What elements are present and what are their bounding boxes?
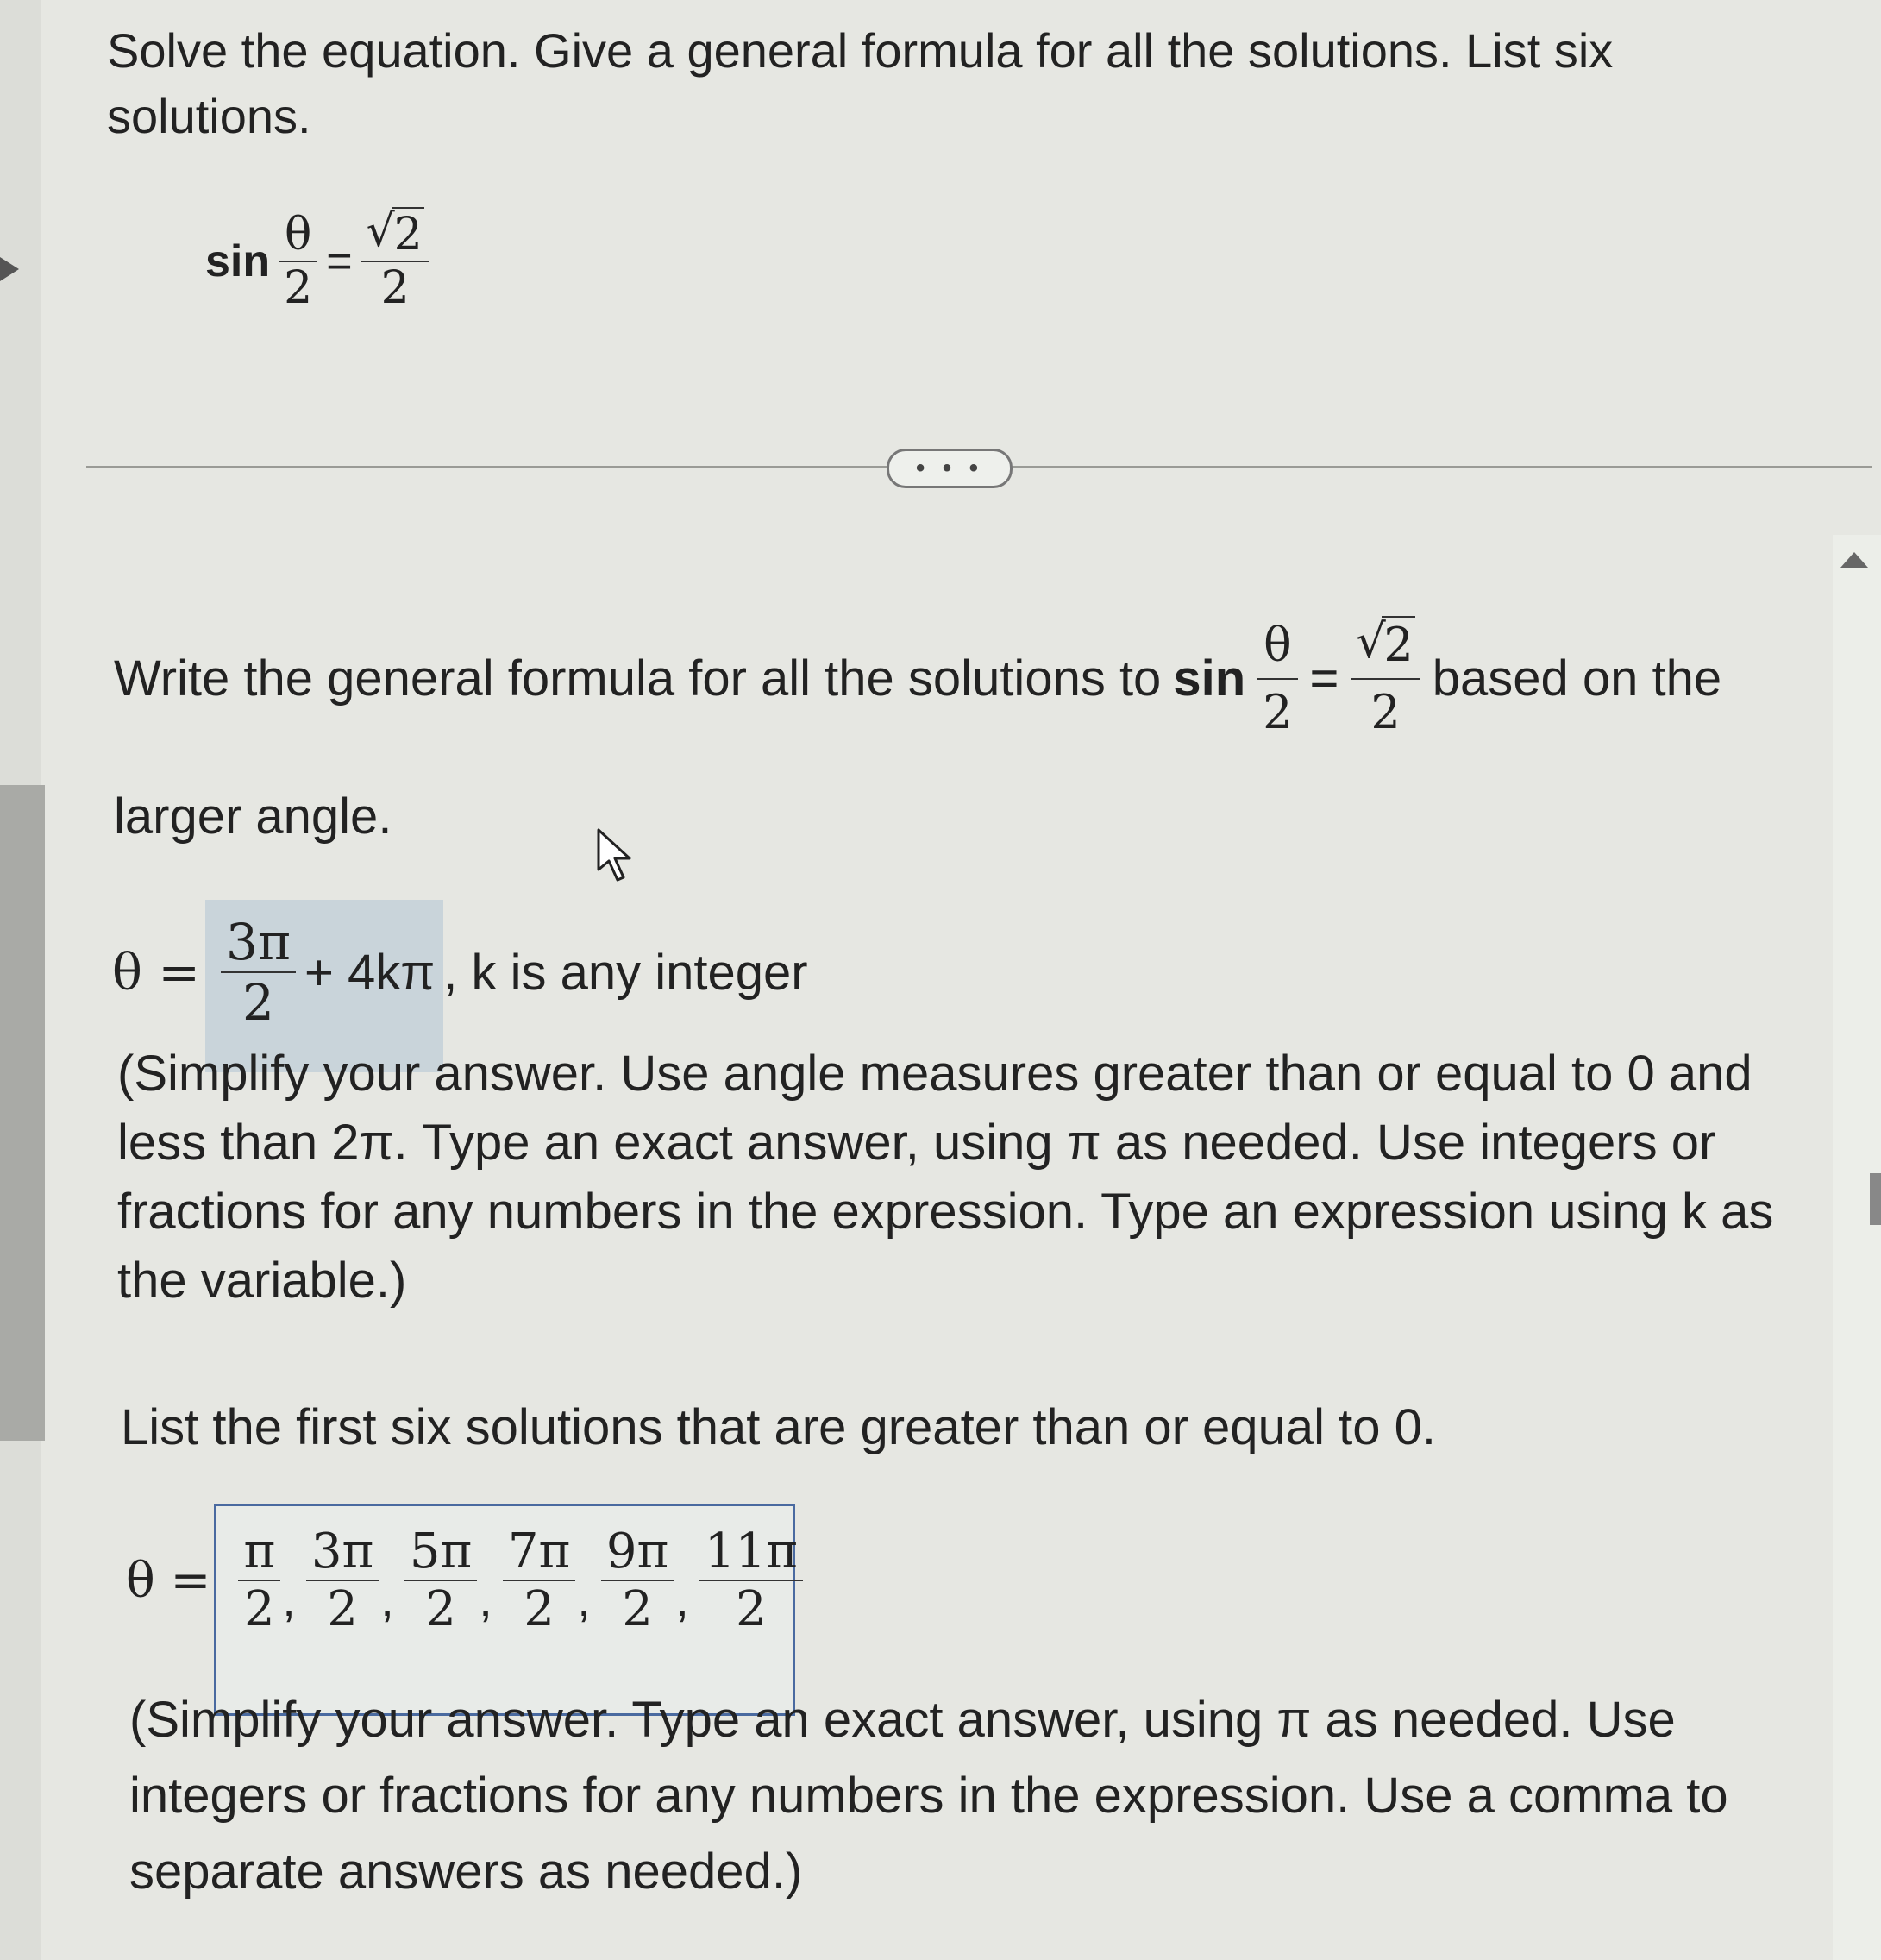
solution-3: $\frac{5\pi}{2}$ xyxy=(404,1523,477,1637)
k-integer-note: , k is any integer xyxy=(443,944,808,1001)
solution-5: $\frac{9\pi}{2}$ xyxy=(601,1523,674,1637)
theta-over-2: $\frac{\theta}{2}$ xyxy=(279,209,317,314)
question-prompt-line2: solutions. xyxy=(107,89,311,143)
part1-answer: θ = $\frac{3\pi}{2}$ + 4kπ , k is any integer xyxy=(112,913,808,1032)
plus-4k-pi: + 4kπ xyxy=(304,944,436,1001)
part1-instructions: (Simplify your answer. Use angle measures greater than or equal to 0 and less than 2π. Type an exact answer, using π as needed. Use integers or fractions for any numbers in the expression. Type an expression using k as the variable.) xyxy=(117,1046,1774,1309)
mouse-cursor-icon xyxy=(595,826,638,888)
part1-prompt-line2: larger angle. xyxy=(114,788,392,845)
solution-4: $\frac{7\pi}{2}$ xyxy=(503,1523,575,1637)
solution-6: $\frac{11\pi}{2}$ xyxy=(699,1523,803,1637)
question-equation xyxy=(205,205,429,314)
part1-prompt: Write the general formula for all the solutions to sin $\frac{\theta}{2}$ = √ 2 2 based on the xyxy=(114,612,1721,744)
scrollbar-thumb[interactable] xyxy=(1870,1173,1881,1225)
scrollbar[interactable] xyxy=(1833,535,1881,1960)
collapse-arrow-icon[interactable] xyxy=(0,257,19,281)
part2-prompt: List the first six solutions that are greater than or equal to 0. xyxy=(121,1399,1436,1455)
solution-1: $\frac{\pi}{2}$ xyxy=(238,1523,280,1637)
equals-sign: = xyxy=(326,236,353,286)
solution-2: $\frac{3\pi}{2}$ xyxy=(306,1523,379,1637)
question-prompt-line1: Solve the equation. Give a general formula for all the solutions. List six xyxy=(107,23,1614,78)
sqrt2-over-2: √ 2 2 xyxy=(1351,612,1420,744)
left-scrollbar[interactable] xyxy=(0,785,45,1441)
more-button[interactable]: • • • xyxy=(887,449,1013,488)
part2-instructions: (Simplify your answer. Type an exact answer, using π as needed. Use integers or fractions for any numbers in the expression. Use a comma to separate answers as needed.) xyxy=(129,1692,1728,1900)
theta-over-2: $\frac{\theta}{2}$ xyxy=(1257,612,1297,744)
3pi-over-2: $\frac{3\pi}{2}$ xyxy=(221,913,296,1032)
sin-function: sin xyxy=(205,236,271,286)
scroll-up-arrow-icon[interactable] xyxy=(1840,552,1868,568)
part2-answer: θ = $\frac{\pi}{2}$ , $\frac{3\pi}{2}$ , $\frac{5\pi}{2}$ , $\frac{7\pi}{2}$ , $\frac{9\pi}{2}$ , $\frac{11\pi}{2}$ xyxy=(126,1523,803,1637)
sqrt2-over-2: √ 2 2 xyxy=(361,209,429,314)
